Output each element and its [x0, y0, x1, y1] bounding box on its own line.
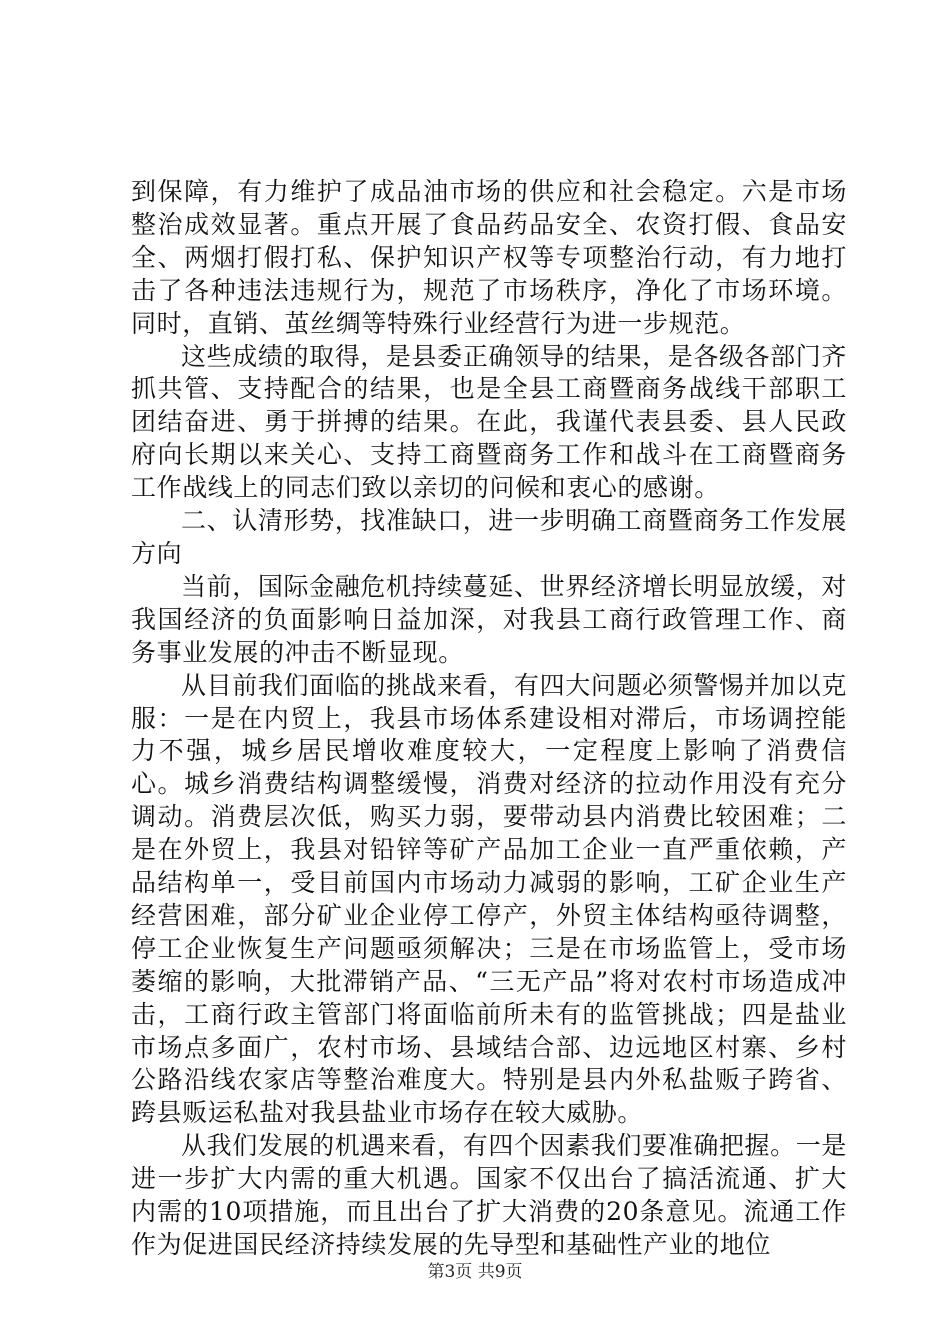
- paragraph-continuation: 到保障，有力维护了成品油市场的供应和社会稳定。六是市场整治成效显著。重点开展了食品药品安全、农资打假、食品安全、两烟打假打私、保护知识产权等专项整治行动，有力地打击了各种违法违规行为，规范了市场秩序，净化了市场环境。同时，直销、茧丝绸等特殊行业经营行为进一步规范。: [131, 177, 847, 338]
- page-number-footer: 第3页 共9页: [427, 1262, 523, 1282]
- document-body: [131, 176, 847, 1262]
- section-heading: 二、认清形势，找准缺口，进一步明确工商暨商务工作发展方向: [131, 506, 847, 568]
- paragraph-opportunities: 从我们发展的机遇来看，有四个因素我们要准确把握。一是进一步扩大内需的重大机遇。国家不仅出台了搞活流通、扩大内需的10项措施，而且出台了扩大消费的20条意见。流通工作作为促进国民经济持续发展的先导型和基础性产业的地位: [131, 1131, 847, 1259]
- paragraph-current-situation: 当前，国际金融危机持续蔓延、世界经济增长明显放缓，对我国经济的负面影响日益加深，对我县工商行政管理工作、商务事业发展的冲击不断显现。: [131, 571, 847, 667]
- paragraph-achievements: 这些成绩的取得，是县委正确领导的结果，是各级各部门齐抓共管、支持配合的结果，也是全县工商暨商务战线干部职工团结奋进、勇于拼搏的结果。在此，我谨代表县委、县人民政府向长期以来关心、支持工商暨商务工作和战斗在工商暨商务工作战线上的同志们致以亲切的问候和衷心的感谢。: [131, 341, 847, 503]
- paragraph-challenges: 从目前我们面临的挑战来看，有四大问题必须警惕并加以克服：一是在内贸上，我县市场体系建设相对滞后，市场调控能力不强，城乡居民增收难度较大，一定程度上影响了消费信心。城乡消费结构调整缓慢，消费对经济的拉动作用没有充分调动。消费层次低，购买力弱，要带动县内消费比较困难；二是在外贸上，我县对铅锌等矿产品加工企业一直严重依赖，产品结构单一，受目前国内市场动力减弱的影响，工矿企业生产经营困难，部分矿业企业停工停产，外贸主体结构亟待调整，停工企业恢复生产问题亟须解决；三是在市场监管上，受市场萎缩的影响，大批滞销产品、“三无产品”将对农村市场造成冲击，工商行政主管部门将面临前所未有的监管挑战；四是盐业市场点多面广，农村市场、县域结合部、边远地区村寨、乡村公路沿线农家店等整治难度大。特别是县内外私盐贩子跨省、跨县贩运私盐对我县盐业市场存在较大威胁。: [131, 670, 847, 1128]
